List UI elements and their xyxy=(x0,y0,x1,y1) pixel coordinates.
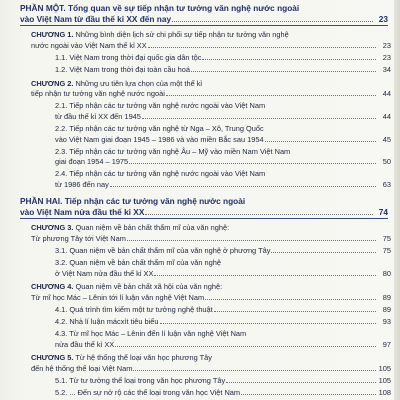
dot-leader xyxy=(214,305,376,312)
dot-leader xyxy=(145,208,373,215)
section-title: nửa đầu thế kỉ XX xyxy=(55,339,115,349)
section-entry[interactable] xyxy=(55,246,391,257)
chapter-title: đến hệ thống thể loại Việt Nam xyxy=(31,363,133,373)
page-number: 93 xyxy=(382,317,391,326)
section-entry[interactable] xyxy=(55,317,391,328)
section-title-line xyxy=(55,157,391,168)
chapter-entry[interactable] xyxy=(31,223,391,244)
part-rule xyxy=(20,25,388,26)
chapter-title: Từ phương Tây tới Việt Nam xyxy=(31,233,126,243)
chapter-entry[interactable] xyxy=(31,282,391,303)
page-number: 50 xyxy=(382,157,391,167)
chapter-title-line xyxy=(31,223,391,234)
section-title-line: 2.2. Tiếp nhận các tư tưởng văn nghệ từ Nga – Xô, Trung Quốc xyxy=(55,124,264,133)
dot-leader xyxy=(191,65,376,72)
section-title-line xyxy=(55,112,391,123)
chapter-title-line xyxy=(31,353,391,364)
chapter-title: Quan niệm về bản chất xã hội của văn nghệ: xyxy=(75,282,223,292)
part-title-line xyxy=(20,14,388,25)
chapter-number: CHƯƠNG 5. xyxy=(31,353,74,363)
page-number: 108 xyxy=(378,388,391,398)
section-title: 4.2. Nhà lí luận mácxít tiêu biểu xyxy=(55,317,159,326)
section-title: ở Việt Nam nửa đầu thế kỉ XX xyxy=(55,268,154,278)
section-title: 5.1. Từ tư tưởng thể loại trong văn học phương Tây xyxy=(55,376,226,385)
chapter-title-line xyxy=(31,234,391,245)
dot-leader xyxy=(265,135,376,142)
section-title: 5.2. ... Đến sự nở rộ các thể loại trong văn học Việt Nam xyxy=(55,388,241,398)
section-title: 1.1. Việt Nam trong thời đại quốc gia dân tộc xyxy=(55,52,202,62)
section-entry[interactable] xyxy=(55,169,391,190)
section-entry[interactable] xyxy=(55,376,391,387)
dot-leader xyxy=(148,41,376,48)
section-title-line: 2.1. Tiếp nhận các tư tưởng văn nghệ nước ngoài vào Việt Nam xyxy=(55,101,266,111)
page-number: 105 xyxy=(378,363,391,373)
chapter-title-line xyxy=(31,89,391,100)
page-number: 105 xyxy=(378,376,391,385)
page-number: 23 xyxy=(382,52,391,62)
section-title: 3.1. Quan niệm về bản chất thẩm mĩ của văn nghệ ở phương Tây xyxy=(55,245,271,255)
chapter-title-line xyxy=(31,41,391,52)
dot-leader xyxy=(133,364,376,371)
page-number: 74 xyxy=(378,206,388,217)
section-title-line xyxy=(55,135,391,146)
dot-leader xyxy=(110,180,376,187)
section-entry[interactable] xyxy=(55,147,391,168)
dot-leader xyxy=(226,376,376,383)
section-entry[interactable] xyxy=(55,305,391,316)
section-entry[interactable] xyxy=(55,124,391,145)
chapter-title: Từ mĩ học Mác – Lênin tới lí luận văn nghệ Việt Nam xyxy=(31,292,205,302)
section-title: vào Việt Nam giai đoạn 1945 – 1986 và vào miền Bắc sau 1954 xyxy=(55,134,264,144)
section-title-line: 2.3. Tiếp nhận các tư tưởng văn nghệ Âu – Mỹ vào miền Nam Việt Nam xyxy=(55,146,291,156)
page-number: 89 xyxy=(382,292,391,302)
dot-leader xyxy=(166,89,376,96)
chapter-number: CHƯƠNG 1. xyxy=(31,30,74,40)
dot-leader xyxy=(127,234,376,241)
section-title: 1.2. Việt Nam trong thời đại toàn cầu hoá xyxy=(55,65,190,74)
chapter-title: Những bình diện lịch sử chi phối sự tiếp nhận tư tưởng văn nghệ xyxy=(75,30,289,40)
section-title-line: 4.3. Từ mĩ học Mác – Lênin đến lí luận văn nghệ Việt Nam xyxy=(55,329,247,339)
chapter-title-line xyxy=(31,293,391,304)
page-number: 97 xyxy=(382,339,391,349)
section-title-line xyxy=(55,53,391,64)
page-number: 89 xyxy=(382,304,391,314)
section-title-line: 2.4. Tiếp nhận các tư tưởng văn nghệ nước ngoài vào Việt Nam xyxy=(55,169,266,179)
section-title-line xyxy=(55,180,391,191)
section-title: từ đầu thế kỉ XX đến 1945 xyxy=(55,111,141,121)
chapter-title-line xyxy=(31,79,391,90)
section-title-line xyxy=(55,376,391,387)
page-number: 23 xyxy=(378,13,388,24)
chapter-title: nước ngoài vào Việt Nam thế kỉ XX xyxy=(31,40,147,50)
page-edge-shadow xyxy=(394,0,400,400)
page-number: 23 xyxy=(382,40,391,50)
page-number: 44 xyxy=(382,111,391,121)
chapter-entry[interactable] xyxy=(31,79,391,100)
section-title: giai đoạn 1954 – 1975 xyxy=(55,157,129,167)
dot-leader xyxy=(154,269,376,276)
chapter-entry[interactable] xyxy=(31,353,391,374)
dot-leader xyxy=(142,112,376,119)
section-entry[interactable] xyxy=(55,329,391,350)
chapter-title: Những ưu tiên lựa chọn của một thế kỉ xyxy=(75,78,203,88)
section-title-line xyxy=(55,305,391,316)
dot-leader xyxy=(129,157,376,164)
chapter-number: CHƯƠNG 2. xyxy=(31,78,74,88)
part-title-cont: vào Việt Nam nửa đầu thế kỉ XX xyxy=(20,206,145,217)
chapter-title-line xyxy=(31,282,391,293)
section-title-line: 3.2. Quan niệm về bản chất thẩm mĩ của văn nghệ xyxy=(55,258,221,267)
page-number: 34 xyxy=(382,65,391,74)
part-heading[interactable] xyxy=(20,3,388,24)
dot-leader xyxy=(115,340,376,347)
section-entry[interactable] xyxy=(55,388,391,399)
chapter-title-line xyxy=(31,30,391,41)
part-rule xyxy=(20,218,388,219)
chapter-title: Từ hệ thống thể loại văn học phương Tây xyxy=(75,353,212,363)
section-title-line xyxy=(55,388,391,399)
page-number: 63 xyxy=(382,179,391,189)
dot-leader xyxy=(202,53,376,60)
section-entry[interactable] xyxy=(55,258,391,279)
part-title: PHẦN MỘT. Tổng quan về sự tiếp nhận tư tưởng văn nghệ nước ngoài xyxy=(20,3,300,13)
section-title: 4.1. Quá trình tìm kiếm một tư tưởng nghệ thuật xyxy=(55,304,213,314)
chapter-title-line xyxy=(31,364,391,375)
section-title: từ 1986 đến nay xyxy=(55,179,109,189)
dot-leader xyxy=(241,388,376,395)
part-title: PHẦN HAI. Tiếp nhận các tư tưởng văn nghệ nước ngoài xyxy=(20,196,246,206)
part-title-cont: vào Việt Nam từ đầu thế kỉ XX đến nay xyxy=(20,13,172,24)
chapter-title: tiếp nhận tư tưởng văn nghệ nước ngoài xyxy=(31,89,165,99)
section-title-line xyxy=(55,269,391,280)
section-entry[interactable] xyxy=(55,53,391,64)
chapter-title: Quan niệm về bản chất thẩm mĩ của văn nghệ: xyxy=(75,223,230,233)
page-number: 80 xyxy=(382,268,391,278)
dot-leader xyxy=(271,246,376,253)
section-title-line xyxy=(55,317,391,328)
chapter-number: CHƯƠNG 3. xyxy=(31,223,74,233)
dot-leader xyxy=(172,15,373,22)
section-title-line xyxy=(55,65,391,76)
part-title-line xyxy=(20,207,388,218)
section-title-line xyxy=(55,340,391,351)
section-title-line xyxy=(55,246,391,257)
chapter-number: CHƯƠNG 4. xyxy=(31,282,74,292)
dot-leader xyxy=(205,293,376,300)
part-heading[interactable] xyxy=(20,196,388,217)
dot-leader xyxy=(160,317,376,324)
page-number: 45 xyxy=(382,134,391,144)
section-entry[interactable] xyxy=(55,65,391,76)
page-number: 75 xyxy=(382,233,391,243)
page-number: 75 xyxy=(382,245,391,255)
chapter-entry[interactable] xyxy=(31,30,391,51)
section-entry[interactable] xyxy=(55,101,391,122)
page-number: 44 xyxy=(382,89,391,99)
